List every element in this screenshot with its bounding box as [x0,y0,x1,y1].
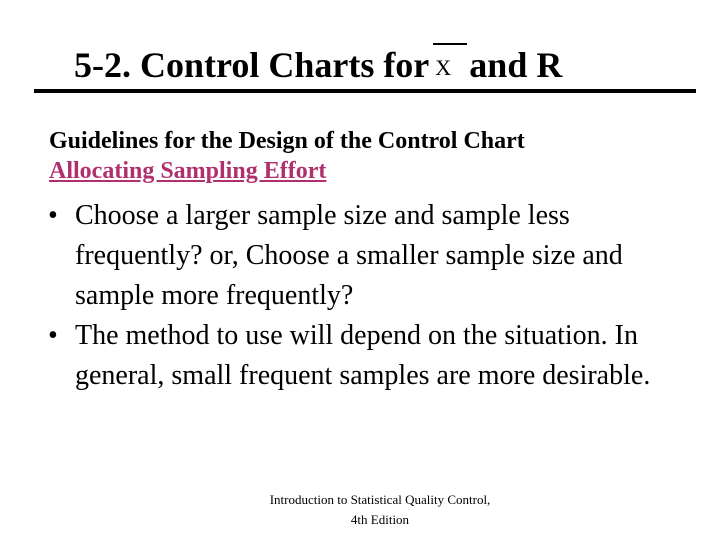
footer-line-1: Introduction to Statistical Quality Control, [269,492,491,507]
bullet-item [48,316,688,396]
title-suffix: and R [469,45,563,85]
subheading-line-2: Allocating Sampling Effort [49,158,327,184]
title-underline [34,89,696,93]
subheading [49,126,525,186]
footer [230,490,530,530]
slide-title [74,40,562,90]
bullet-text: The method to use will depend on the situation. In general, small frequent samples are more desirable. [75,320,651,391]
subheading-line-1: Guidelines for the Design of the Control Chart [49,128,525,154]
bullet-dot: • [48,200,58,231]
bullet-dot: • [48,320,58,351]
bullet-text: Choose a larger sample size and sample less frequently? or, Choose a smaller sample size and sample more frequently? [75,200,623,311]
title-prefix: 5-2. Control Charts for [74,45,430,85]
footer-line-2: 4th Edition [350,512,410,527]
x-symbol: X [435,55,452,80]
overbar [433,43,467,45]
bullet-item [48,196,688,316]
bullet-list [48,196,688,396]
x-bar-symbol [429,40,469,90]
